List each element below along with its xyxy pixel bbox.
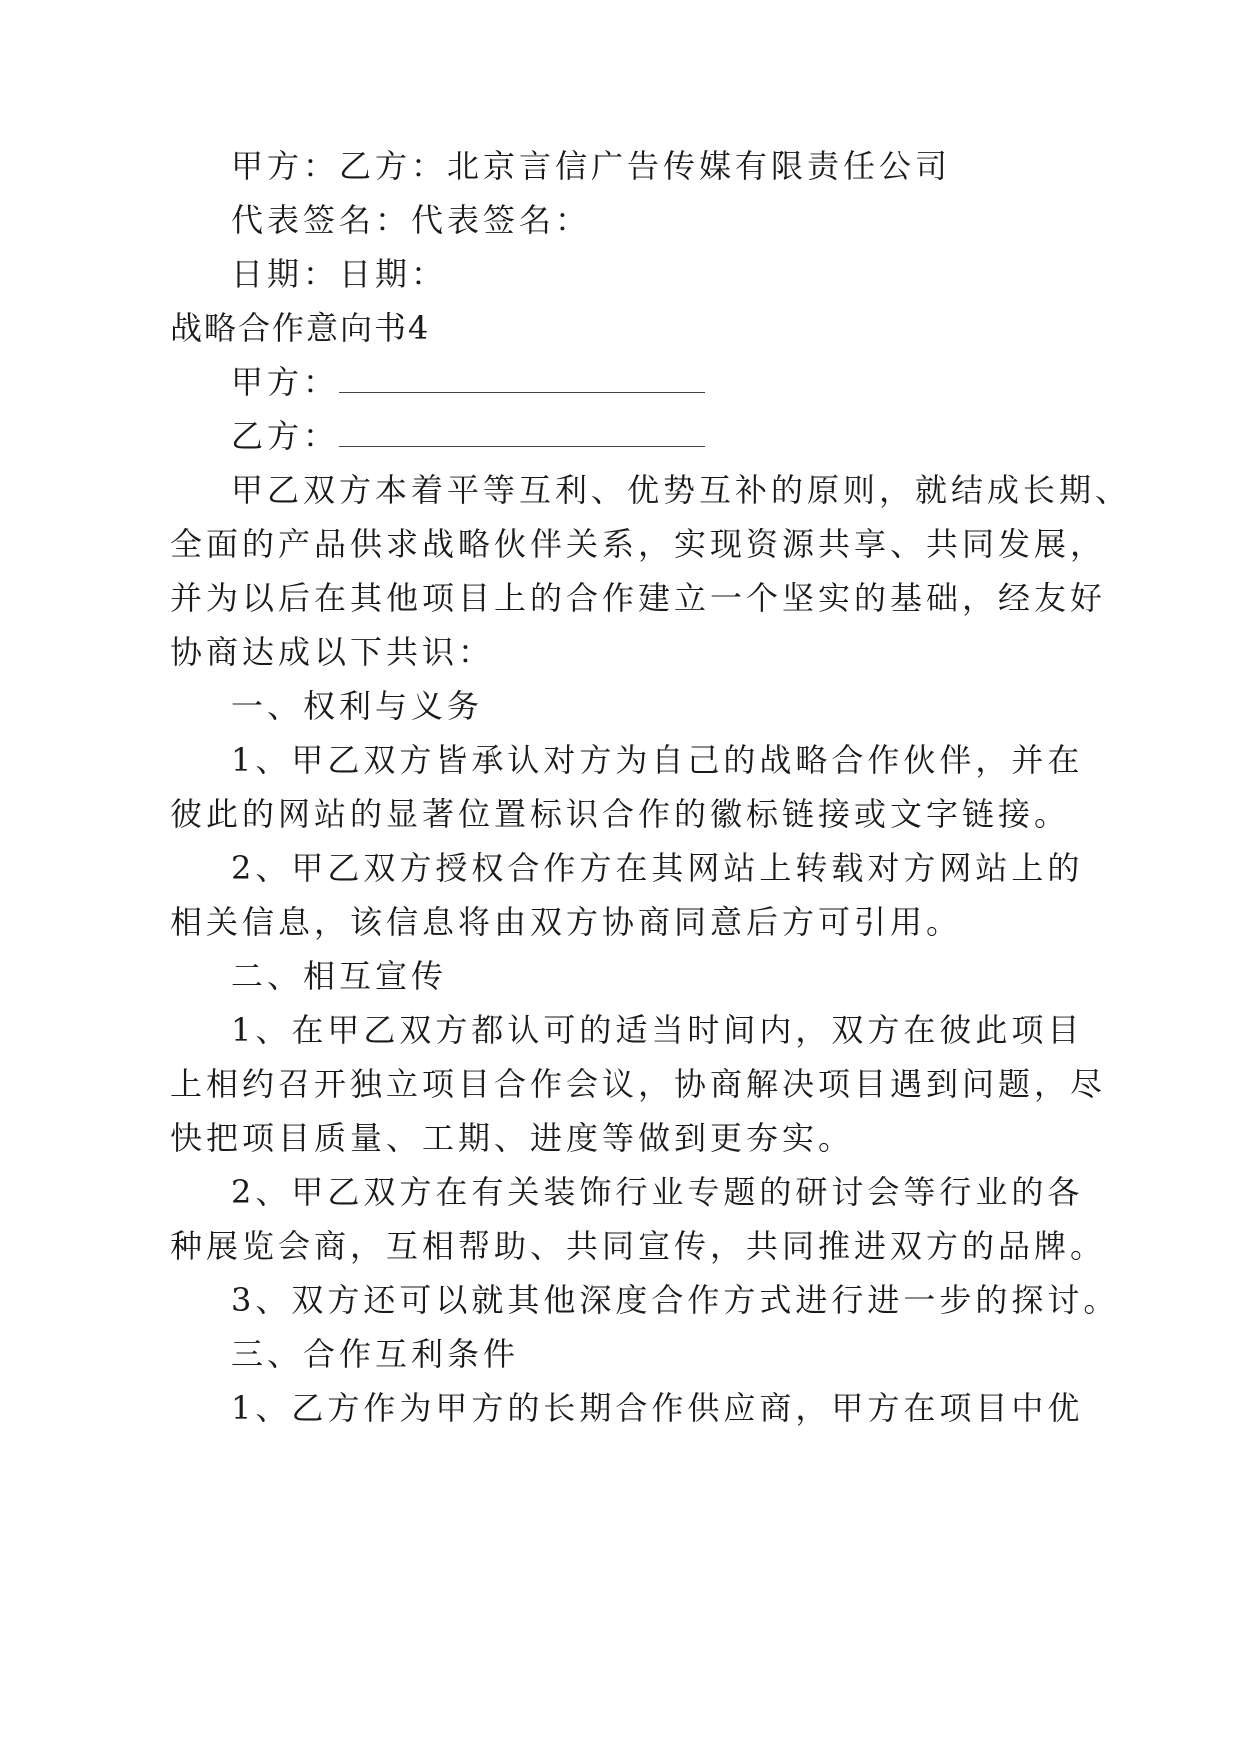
section1-item2-line: 相关信息，该信息将由双方协商同意后方可引用。 [170, 903, 963, 941]
section2-heading: 二、相互宣传 [231, 957, 448, 995]
section3-heading: 三、合作互利条件 [231, 1335, 520, 1373]
party-b-row [231, 416, 705, 456]
signature-rep-line: 代表签名：代表签名： [231, 201, 592, 239]
section3-item1-line: 1、乙方作为甲方的长期合作供应商，甲方在项目中优 [231, 1389, 1084, 1427]
section2-item1-line: 上相约召开独立项目合作会议，协商解决项目遇到问题，尽 [170, 1065, 1107, 1103]
section2-item3-line: 3、双方还可以就其他深度合作方式进行进一步的探讨。 [231, 1281, 1120, 1319]
intro-line: 甲乙双方本着平等互利、优势互补的原则，就结成长期、 [231, 471, 1132, 509]
party-a-blank [339, 362, 705, 393]
party-a-row [231, 362, 705, 402]
section1-heading: 一、权利与义务 [231, 687, 484, 725]
party-a-label: 甲方： [231, 363, 340, 401]
section2-item2-line: 种展览会商，互相帮助、共同宣传，共同推进双方的品牌。 [170, 1227, 1107, 1265]
intro-line: 协商达成以下共识： [170, 633, 495, 671]
section1-item2-line: 2、甲乙双方授权合作方在其网站上转载对方网站上的 [231, 849, 1084, 887]
party-b-blank [339, 416, 705, 447]
section2-item1-line: 1、在甲乙双方都认可的适当时间内，双方在彼此项目 [231, 1011, 1084, 1049]
section1-item1-line: 彼此的网站的显著位置标识合作的徽标链接或文字链接。 [170, 795, 1071, 833]
signature-party-line: 甲方：乙方：北京言信广告传媒有限责任公司 [231, 147, 952, 185]
section1-item1-line: 1、甲乙双方皆承认对方为自己的战略合作伙伴，并在 [231, 741, 1084, 779]
intro-line: 全面的产品供求战略伙伴关系，实现资源共享、共同发展， [170, 525, 1107, 563]
party-b-label: 乙方： [231, 417, 340, 455]
section2-item1-line: 快把项目质量、工期、进度等做到更夯实。 [170, 1119, 855, 1157]
signature-date-line: 日期：日期： [231, 255, 448, 293]
section2-item2-line: 2、甲乙双方在有关装饰行业专题的研讨会等行业的各 [231, 1173, 1084, 1211]
intro-line: 并为以后在其他项目上的合作建立一个坚实的基础，经友好 [170, 579, 1107, 617]
document-title: 战略合作意向书4 [170, 309, 431, 347]
